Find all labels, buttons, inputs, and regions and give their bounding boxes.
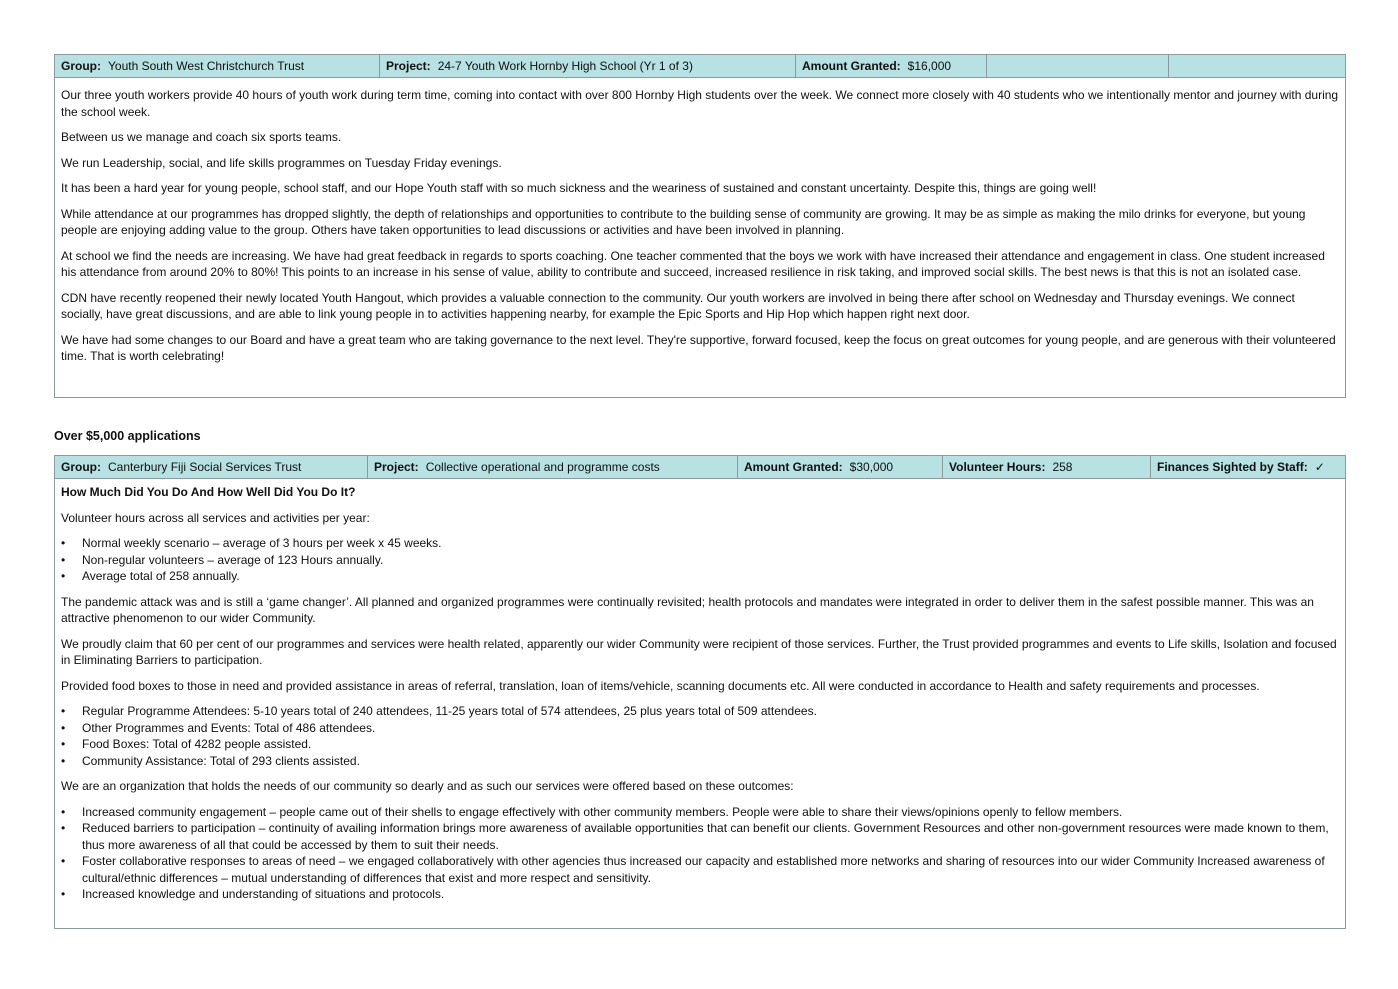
list-item: • Increased community engagement – people came out of their shells to engage effectively with other community members. People were able to share their views/opinions openly to fellow members. [61,804,1339,821]
group-cell [55,55,380,77]
empty-cell [987,55,1169,77]
report-paragraph: While attendance at our programmes has dropped slightly, the depth of relationships and opportunities to contribute to the building sense of community are growing. It may be as simple as making the milo drinks for everyone, but young people are enjoying adding value to the group. Others have taken opportunities to lead discussions or activities and have been involved in planning. [61,206,1306,237]
project-cell [368,456,738,478]
report-paragraph: At school we find the needs are increasing. We have had great feedback in regards to sports coaching. One teacher commented that the boys we work with have increased their attendance and engagement in class. One student increased his attendance from around 20% to 80%! This points to an increase in his sense of value, ability to contribute and succeed, increased resilience in risk taking, and improved social skills. The best news is that this is not an isolated case. [61,248,1325,279]
list-item: • Average total of 258 annually. [61,568,1339,585]
amount-value: $30,000 [849,459,894,474]
grant-block-canterbury-fiji [54,455,1346,929]
volunteer-hours-cell [943,456,1151,478]
amount-label: Amount Granted: [802,58,901,73]
amount-label: Amount Granted: [744,459,843,474]
grant-header [55,55,1345,78]
list-item: • Community Assistance: Total of 293 clients assisted. [61,753,1339,770]
list-item: • Foster collaborative responses to areas of need – we engaged collaboratively with other agencies thus increased our capacity and established more networks and sharing of resources into our wider Community Increased awareness of cultural/ethnic differences – mutual understanding of differences that exist and more respect and sensitivity. [61,853,1339,886]
group-value: Youth South West Christchurch Trust [108,58,305,73]
project-value: Collective operational and programme costs [425,459,660,474]
report-paragraph: We run Leadership, social, and life skills programmes on Tuesday Friday evenings. [61,155,502,170]
finances-sighted-label: Finances Sighted by Staff: [1157,459,1308,474]
check-icon: ✓ [1314,459,1325,474]
project-value: 24-7 Youth Work Hornby High School (Yr 1 of 3) [437,58,693,73]
finances-sighted-cell [1151,456,1345,478]
report-paragraph: We are an organization that holds the needs of our community so dearly and as such our services were offered based on these outcomes: [61,779,794,793]
report-paragraph: Our three youth workers provide 40 hours of youth work during term time, coming into contact with over 800 Hornby High students over the week. We connect more closely with 40 students who we intentionally mentor and journey with during the school week. [61,88,1339,119]
empty-cell [1169,55,1345,77]
project-cell [380,55,796,77]
group-label: Group: [61,459,101,474]
group-value: Canterbury Fiji Social Services Trust [108,459,302,474]
list-item: • Regular Programme Attendees: 5-10 years total of 240 attendees, 11-25 years total of 574 attendees, 25 plus years total of 509 attendees. [61,703,1339,720]
grant-header [55,456,1345,479]
grant-block-youth-south-west [54,54,1346,398]
question-heading: How Much Did You Do And How Well Did You Do It? [61,485,356,499]
report-paragraph: CDN have recently reopened their newly located Youth Hangout, which provides a valuable connection to the community. Our youth workers are involved in being there after school on Wednesday and Thursday evenings. We connect socially, have great discussions, and are able to link young people in to activities happening nearby, for example the Epic Sports and Hip Hop which happen right next door. [61,290,1295,321]
report-paragraph: We proudly claim that 60 per cent of our programmes and services were health related, apparently our wider Community were recipient of those services. Further, the Trust provided programmes and events to Life skills, Isolation and focused in Eliminating Barriers to participation. [61,636,1337,667]
group-label: Group: [61,58,101,73]
report-paragraph: It has been a hard year for young people, school staff, and our Hope Youth staff with so much sickness and the weariness of sustained and constant uncertainty. Despite this, things are going well! [61,181,1097,195]
project-label: Project: [386,58,431,73]
list-item: • Increased knowledge and understanding of situations and protocols. [61,886,1339,903]
list-item: • Reduced barriers to participation – continuity of availing information brings more awareness of available opportunities that can benefit our clients. Government Resources and other non-government resources were made known to them, thus more awareness of all that could be accessed by them to suit their needs. [61,820,1339,853]
amount-value: $16,000 [907,58,952,73]
section-title: Over $5,000 applications [54,429,201,443]
list-item: • Food Boxes: Total of 4282 people assisted. [61,736,1339,753]
report-paragraph: Volunteer hours across all services and activities per year: [61,510,370,525]
amount-cell [738,456,943,478]
bullet-list [61,703,1339,769]
report-paragraph: We have had some changes to our Board and have a great team who are taking governance to the next level. They're supportive, forward focused, keep the focus on great outcomes for young people, and are generous with their volunteered time. That is worth celebrating! [61,332,1336,363]
group-cell [55,456,368,478]
list-item: • Normal weekly scenario – average of 3 hours per week x 45 weeks. [61,535,1339,552]
bullet-list [61,804,1339,903]
report-paragraph: The pandemic attack was and is still a ‘game changer’. All planned and organized programmes were continually revisited; health protocols and mandates were integrated in order to deliver them in the safest possible manner. This was an attractive phenomenon to our wider Community. [61,594,1314,625]
grant-body [55,78,1345,365]
grant-body [55,479,1345,903]
volunteer-hours-label: Volunteer Hours: [949,459,1046,474]
amount-cell [796,55,987,77]
project-label: Project: [374,459,419,474]
list-item: • Other Programmes and Events: Total of 486 attendees. [61,720,1339,737]
report-paragraph: Between us we manage and coach six sports teams. [61,130,342,144]
volunteer-hours-value: 258 [1052,459,1073,474]
list-item: • Non-regular volunteers – average of 123 Hours annually. [61,552,1339,569]
bullet-list [61,535,1339,585]
report-paragraph: Provided food boxes to those in need and provided assistance in areas of referral, translation, loan of items/vehicle, scanning documents etc. All were conducted in accordance to Health and safety requirements and processes. [61,678,1260,693]
